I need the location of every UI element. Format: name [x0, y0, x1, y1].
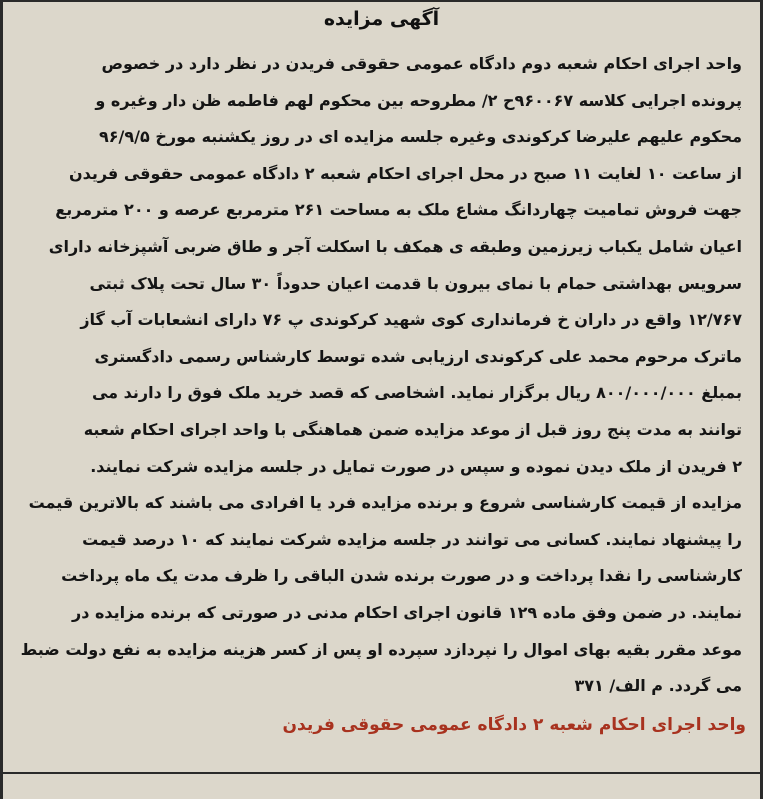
notice-line-16: نمایند. در ضمن وفق ماده ۱۲۹ قانون اجرای احکام مدنی در صورتی که برنده مزایده در [71, 602, 742, 622]
notice-line-6: اعیان شامل یکباب زیرزمین وطبقه ی همکف با اسکلت آجر و طاق ضربی آشپزخانه دارای [48, 236, 742, 256]
notice-line-2: پرونده اجرایی کلاسه ۹۶۰۰۶۷ح ۲/ مطروحه بین محکوم لهم فاطمه ظن دار وغیره و [95, 90, 742, 110]
notice-line-7: سرویس بهداشتی حمام با نمای بیرون با قدمت اعیان حدوداً ۳۰ سال تحت پلاک ثبتی [89, 273, 742, 293]
bottom-divider [3, 772, 760, 774]
notice-line-14: را پیشنهاد نمایند. کسانی می توانند در جلسه مزایده شرکت نمایند که ۱۰ درصد قیمت [82, 529, 742, 549]
notice-title: آگهی مزایده [323, 8, 440, 30]
notice-line-10: بمبلغ ۸۰۰/۰۰۰/۰۰۰ ریال برگزار نماید. اشخاصی که قصد خرید ملک فوق را دارند می [91, 383, 742, 403]
notice-line-1: واحد اجرای احکام شعبه دوم دادگاه عمومی حقوقی فریدن در نظر دارد در خصوص [101, 54, 742, 73]
notice-line-11: توانند به مدت پنج روز قبل از موعد مزایده ضمن هماهنگی با واحد اجرای احکام شعبه [83, 419, 742, 439]
notice-line-8: ۱۲/۷۶۷ واقع در داران خ فرمانداری کوی شهید کرکوندی پ ۷۶ دارای انشعابات آب گاز [80, 310, 742, 330]
issuer-signature: واحد اجرای احکام شعبه ۲ دادگاه عمومی حقوقی فریدن [282, 715, 746, 735]
notice-line-15: کارشناسی را نقدا پرداخت و در صورت برنده شدن الباقی را ظرف مدت یک ماه پرداخت [61, 566, 742, 586]
notice-line-4: از ساعت ۱۰ لغایت ۱۱ صبح در محل اجرای احکام شعبه ۲ دادگاه عمومی حقوقی فریدن [68, 163, 742, 183]
notice-line-12: ۲ فریدن از ملک دیدن نموده و سپس در صورت تمایل در جلسه مزایده شرکت نمایند. [90, 456, 742, 476]
notice-body [19, 46, 742, 705]
notice-line-9: ماترک مرحوم محمد علی کرکوندی ارزیابی شده توسط کارشناس رسمی دادگستری [94, 346, 742, 366]
notice-line-3: محکوم علیهم علیرضا کرکوندی وغیره جلسه مزایده ای در روز یکشنبه مورخ ۹۶/۹/۵ [99, 127, 742, 147]
notice-line-13: مزایده از قیمت کارشناسی شروع و برنده مزایده فرد یا افرادی می باشند که بالاترین قیمت [28, 493, 742, 513]
notice-line-17: موعد مقرر بقیه بهای اموال را نپردازد سپرده او پس از کسر هزینه مزایده به نفع دولت ضبط [20, 639, 742, 659]
notice-line-5: جهت فروش تمامیت چهاردانگ مشاع ملک به مساحت ۲۶۱ مترمربع عرصه و ۲۰۰ مترمربع [55, 200, 742, 220]
notice-line-18: می گردد. م الف/ ۳۷۱ [574, 676, 742, 696]
